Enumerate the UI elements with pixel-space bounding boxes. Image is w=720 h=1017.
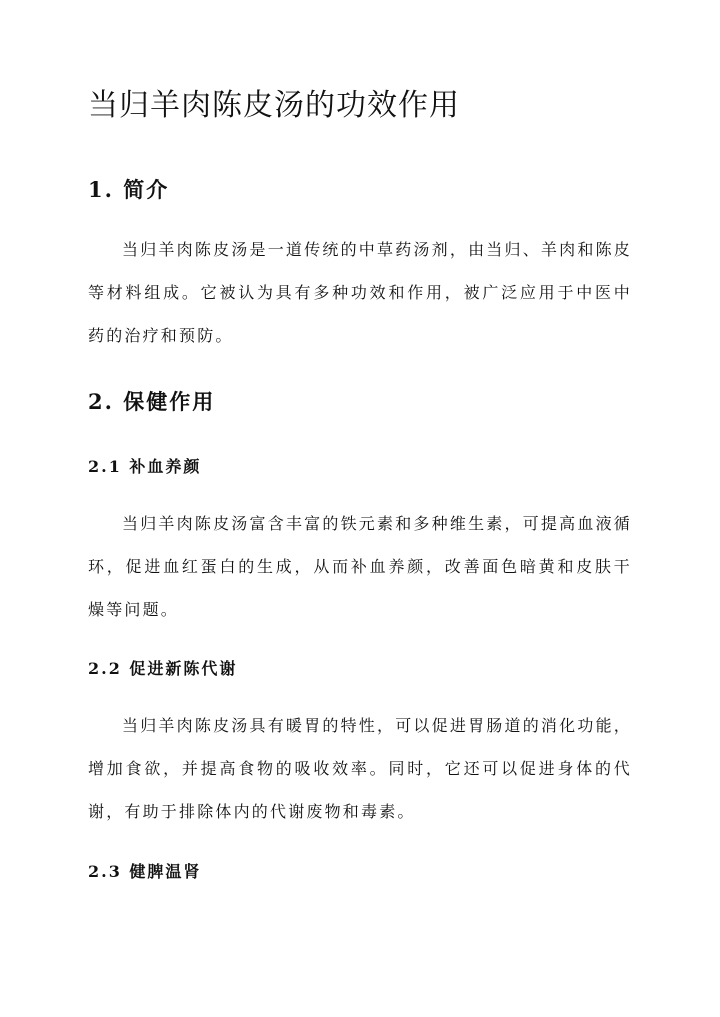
subsection-paragraph-metabolism: 当归羊肉陈皮汤具有暖胃的特性，可以促进胃肠道的消化功能，增加食欲，并提高食物的吸收效率。同时，它还可以促进身体的代谢，有助于排除体内的代谢废物和毒素。 — [88, 716, 632, 821]
section-heading-intro: 1. 简介 — [88, 177, 170, 202]
section-paragraph-intro: 当归羊肉陈皮汤是一道传统的中草药汤剂，由当归、羊肉和陈皮等材料组成。它被认为具有多种功效和作用，被广泛应用于中医中药的治疗和预防。 — [88, 240, 632, 345]
subsection-heading-metabolism: 2.2 促进新陈代谢 — [88, 659, 238, 678]
subsection-heading-spleen: 2.3 健脾温肾 — [88, 862, 202, 881]
section-heading-health: 2. 保健作用 — [88, 389, 216, 414]
document-title: 当归羊肉陈皮汤的功效作用 — [88, 88, 460, 123]
subsection-paragraph-blood: 当归羊肉陈皮汤富含丰富的铁元素和多种维生素，可提高血液循环，促进血红蛋白的生成，从而补血养颜，改善面色暗黄和皮肤干燥等问题。 — [88, 514, 632, 619]
subsection-heading-blood: 2.1 补血养颜 — [88, 457, 202, 476]
